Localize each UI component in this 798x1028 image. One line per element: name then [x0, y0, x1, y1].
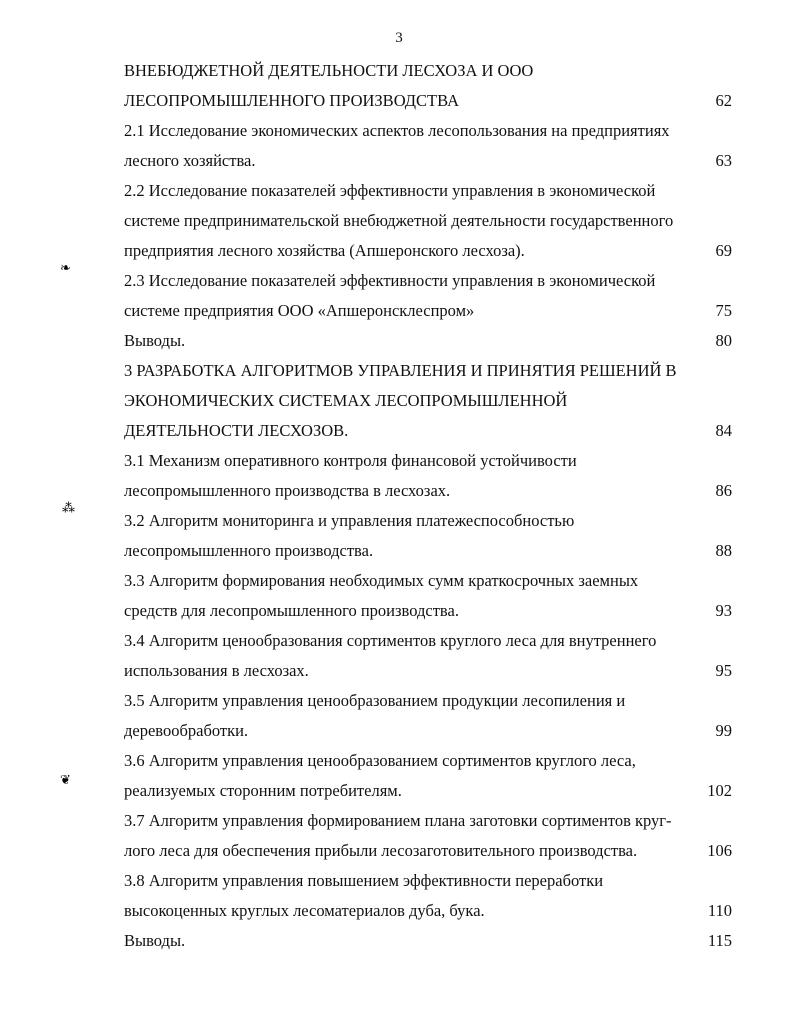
- toc-line-text: лесопромышленного производства в лесхозах.: [124, 481, 451, 500]
- toc-line-text: реализуемых сторонним потребителям.: [124, 781, 402, 800]
- toc-page-number: 69: [715, 241, 732, 260]
- toc-line: [124, 626, 732, 656]
- toc-line: [124, 266, 732, 296]
- toc-line-text: 3.2 Алгоритм мониторинга и управления платежеспособностью: [124, 511, 575, 530]
- toc-line: [124, 206, 732, 236]
- toc-line: [124, 116, 732, 146]
- toc-line: [124, 476, 732, 506]
- toc-page-number: 62: [715, 91, 732, 110]
- toc-line-text: 2.1 Исследование экономических аспектов лесопользования на предприятиях: [124, 121, 670, 140]
- toc-page-number: 80: [715, 331, 732, 350]
- toc-line: [124, 746, 732, 776]
- toc-line-text: высокоценных круглых лесоматериалов дуба, бука.: [124, 901, 485, 920]
- toc-line: [124, 326, 732, 356]
- toc-line-text: 2.3 Исследование показателей эффективности управления в экономической: [124, 271, 656, 290]
- toc-page-number: 110: [707, 901, 732, 920]
- toc-line: [124, 86, 732, 116]
- toc-line-text: системе предпринимательской внебюджетной деятельности государственного: [124, 211, 674, 230]
- toc-line: [124, 536, 732, 566]
- toc-line-text: 3.1 Механизм оперативного контроля финансовой устойчивости: [124, 451, 577, 470]
- toc-line-text: лесопромышленного производства.: [124, 541, 374, 560]
- toc-line: [124, 386, 732, 416]
- toc-line-text: деревообработки.: [124, 721, 249, 740]
- toc-line: [124, 176, 732, 206]
- toc-line: [124, 236, 732, 266]
- toc-line: [124, 446, 732, 476]
- toc-page-number: 102: [707, 781, 732, 800]
- toc-line: [124, 356, 732, 386]
- toc-line-text: системе предприятия ООО «Апшеронсклеспром»: [124, 301, 475, 320]
- toc-line-text: средств для лесопромышленного производства.: [124, 601, 459, 620]
- toc-line-text: Выводы.: [124, 931, 186, 950]
- toc-line-text: предприятия лесного хозяйства (Апшеронского лесхоза).: [124, 241, 525, 260]
- toc-page-number: 99: [715, 721, 732, 740]
- toc-page-number: 95: [715, 661, 732, 680]
- toc-line-text: ДЕЯТЕЛЬНОСТИ ЛЕСХОЗОВ.: [124, 421, 349, 440]
- scan-artifact-mark: ❦: [60, 772, 71, 787]
- toc-line: [124, 296, 732, 326]
- toc-line-text: 3.3 Алгоритм формирования необходимых сумм краткосрочных заемных: [124, 571, 639, 590]
- toc-line: [124, 836, 732, 866]
- toc-line-text: 3.7 Алгоритм управления формированием плана заготовки сортиментов круг-: [124, 811, 672, 830]
- toc-line-text: 2.2 Исследование показателей эффективности управления в экономической: [124, 181, 656, 200]
- toc-page-number: 93: [715, 601, 732, 620]
- toc-line-text: Выводы.: [124, 331, 186, 350]
- toc-line: [124, 926, 732, 956]
- toc-line-text: 3.8 Алгоритм управления повышением эффективности переработки: [124, 871, 604, 890]
- toc-line: [124, 716, 732, 746]
- toc-line-text: 3.5 Алгоритм управления ценообразованием продукции лесопиления и: [124, 691, 626, 710]
- toc-line: [124, 146, 732, 176]
- toc-line: [124, 56, 732, 86]
- toc-page-number: 88: [715, 541, 732, 560]
- toc-line-text: ВНЕБЮДЖЕТНОЙ ДЕЯТЕЛЬНОСТИ ЛЕСХОЗА И ООО: [124, 61, 534, 80]
- toc-line: [124, 866, 732, 896]
- toc-line: [124, 806, 732, 836]
- scan-artifact-mark: ❧: [60, 260, 71, 275]
- toc-line: [124, 896, 732, 926]
- toc-line-text: лого леса для обеспечения прибыли лесозаготовительного производства.: [124, 841, 638, 860]
- toc-line-text: 3 РАЗРАБОТКА АЛГОРИТМОВ УПРАВЛЕНИЯ И ПРИНЯТИЯ РЕШЕНИЙ В: [124, 361, 677, 380]
- toc-line-text: ЭКОНОМИЧЕСКИХ СИСТЕМАХ ЛЕСОПРОМЫШЛЕННОЙ: [124, 391, 568, 410]
- toc-line-text: 3.4 Алгоритм ценообразования сортиментов круглого леса для внутреннего: [124, 631, 657, 650]
- toc-line: [124, 506, 732, 536]
- toc-page-number: 75: [715, 301, 732, 320]
- toc-page-number: 115: [707, 931, 732, 950]
- toc-line: [124, 776, 732, 806]
- toc-line: [124, 656, 732, 686]
- toc-page-number: 86: [715, 481, 732, 500]
- toc-page-number: 84: [715, 421, 732, 440]
- toc-page-number: 106: [707, 841, 732, 860]
- toc-line: [124, 686, 732, 716]
- toc-line-text: использования в лесхозах.: [124, 661, 309, 680]
- toc-line: [124, 416, 732, 446]
- page-number: 3: [395, 30, 403, 46]
- toc-page-number: 63: [715, 151, 732, 170]
- toc-line: [124, 596, 732, 626]
- toc-line-text: лесного хозяйства.: [124, 151, 256, 170]
- toc-line: [124, 566, 732, 596]
- scan-artifact-mark: ⁂: [62, 500, 75, 515]
- toc-line-text: 3.6 Алгоритм управления ценообразованием сортиментов круглого леса,: [124, 751, 636, 770]
- toc-line-text: ЛЕСОПРОМЫШЛЕННОГО ПРОИЗВОДСТВА: [124, 91, 460, 110]
